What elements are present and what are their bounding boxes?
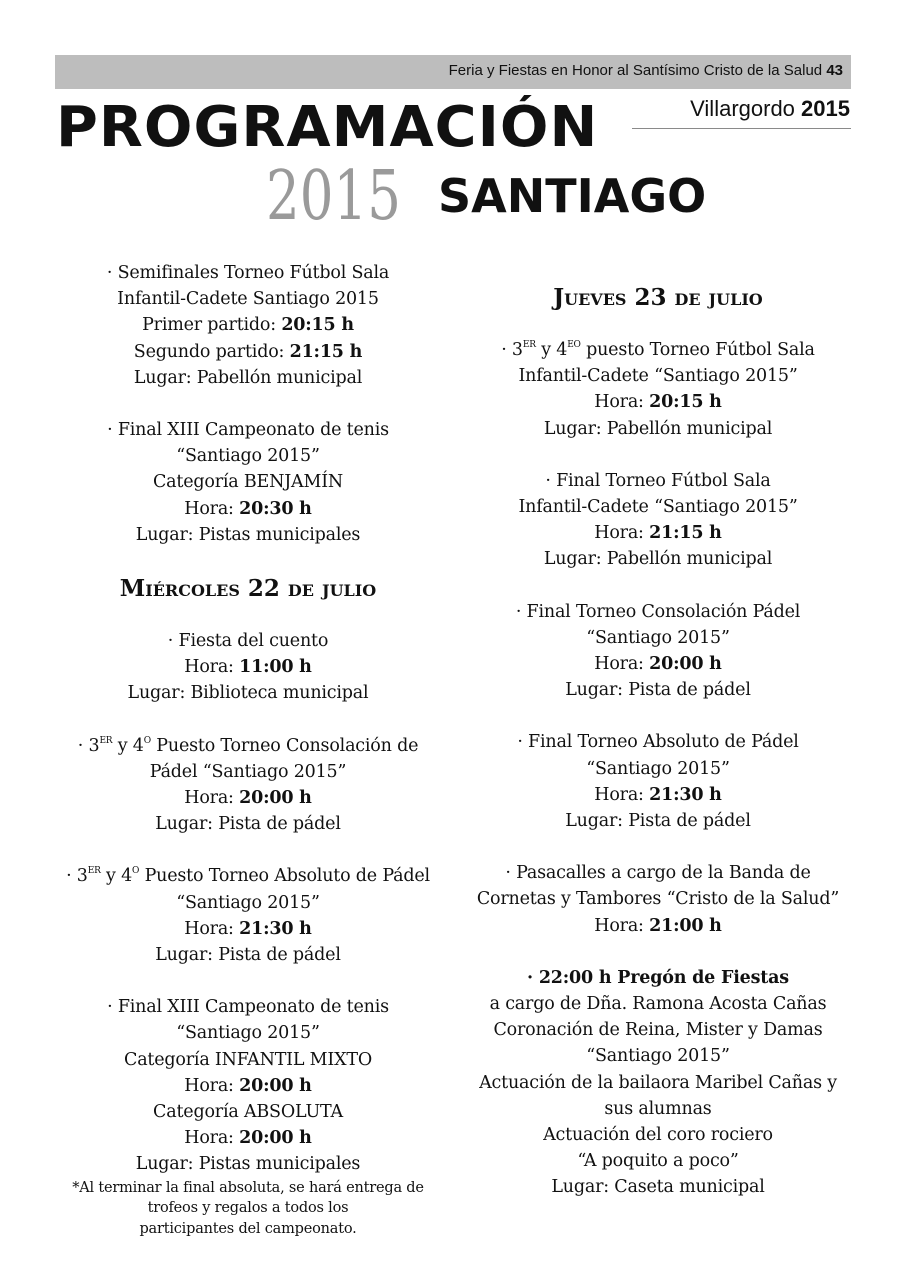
event-item bbox=[462, 599, 854, 704]
event-subtitle: Pádel “Santiago 2015” bbox=[149, 761, 347, 782]
event-place: Lugar: Pabellón municipal bbox=[133, 367, 363, 388]
event-item bbox=[462, 337, 854, 442]
event-time bbox=[52, 785, 444, 811]
event-time bbox=[462, 389, 854, 415]
event-title: · Semifinales Torneo Fútbol Sala bbox=[106, 263, 390, 283]
time-label: Primer partido: bbox=[142, 315, 282, 336]
event-time bbox=[52, 496, 444, 522]
event-detail: sus alumnas bbox=[604, 1098, 712, 1119]
title-part: Puesto Torneo Absoluto de Pádel bbox=[139, 866, 430, 887]
event-title bbox=[52, 863, 444, 889]
ordinal-superscript: ER bbox=[87, 866, 101, 877]
footnote-line: *Al terminar la final absoluta, se hará entrega de bbox=[72, 1179, 424, 1196]
event-subtitle: “Santiago 2015” bbox=[586, 758, 730, 779]
event-time bbox=[52, 312, 444, 338]
event-time bbox=[462, 782, 854, 808]
footnote-line: trofeos y regalos a todos los bbox=[147, 1200, 349, 1217]
event-time bbox=[52, 1125, 444, 1151]
event-place: Lugar: Pistas municipales bbox=[135, 1154, 361, 1175]
event-place: Lugar: Pista de pádel bbox=[155, 945, 341, 966]
event-item bbox=[52, 417, 444, 548]
header-bar bbox=[55, 55, 851, 89]
ordinal-superscript: O bbox=[132, 866, 140, 877]
event-title: · Final Torneo Fútbol Sala bbox=[545, 470, 771, 491]
title-part: y 4 bbox=[100, 866, 133, 887]
time-label: Hora: bbox=[184, 1075, 240, 1096]
page-title: PROGRAMACIÓN bbox=[56, 95, 599, 160]
event-time bbox=[462, 520, 854, 546]
title-part: Puesto Torneo Consolación de bbox=[150, 735, 419, 756]
event-item bbox=[462, 965, 854, 1201]
time-label: Hora: bbox=[594, 784, 650, 805]
event-subtitle: “Santiago 2015” bbox=[176, 892, 320, 913]
time-value: 21:00 h bbox=[649, 915, 722, 936]
event-category: Categoría ABSOLUTA bbox=[153, 1102, 343, 1123]
footnote-line: participantes del campeonato. bbox=[139, 1220, 357, 1237]
event-item bbox=[52, 260, 444, 391]
event-place: Lugar: Pista de pádel bbox=[565, 811, 751, 832]
time-value: 20:15 h bbox=[281, 315, 354, 336]
event-place: Lugar: Biblioteca municipal bbox=[127, 683, 369, 704]
time-label: Hora: bbox=[184, 657, 240, 678]
event-title: · Final XIII Campeonato de tenis bbox=[107, 420, 389, 441]
event-place: Lugar: Caseta municipal bbox=[551, 1177, 765, 1198]
event-subtitle: Infantil-Cadete “Santiago 2015” bbox=[518, 497, 798, 518]
time-value: 20:00 h bbox=[239, 788, 312, 809]
title-part: puesto Torneo Fútbol Sala bbox=[580, 340, 815, 360]
event-item bbox=[462, 729, 854, 834]
event-subtitle: “Santiago 2015” bbox=[176, 446, 320, 467]
time-label: Hora: bbox=[184, 498, 240, 519]
time-value: 20:15 h bbox=[649, 392, 722, 413]
title-year: 2015 bbox=[266, 157, 401, 236]
event-title: · Final XIII Campeonato de tenis bbox=[107, 997, 389, 1018]
left-column bbox=[52, 260, 444, 1239]
event-item bbox=[52, 863, 444, 968]
event-title: · Fiesta del cuento bbox=[167, 631, 329, 652]
footnote bbox=[52, 1178, 444, 1240]
event-subtitle: Infantil-Cadete Santiago 2015 bbox=[117, 289, 379, 310]
day-heading: Jueves 23 de julio bbox=[553, 284, 763, 311]
event-title: · Final Torneo Absoluto de Pádel bbox=[517, 732, 799, 753]
event-subtitle: Infantil-Cadete “Santiago 2015” bbox=[518, 366, 798, 387]
time-value: 21:15 h bbox=[649, 523, 722, 544]
event-place: Lugar: Pista de pádel bbox=[155, 814, 341, 835]
time-label: Hora: bbox=[594, 523, 650, 544]
page-subtitle: SANTIAGO bbox=[438, 169, 707, 223]
time-value: 11:00 h bbox=[239, 657, 312, 678]
title-part: · 3 bbox=[77, 735, 100, 756]
event-time bbox=[52, 1073, 444, 1099]
event-detail: Actuación de la bailaora Maribel Cañas y bbox=[479, 1072, 837, 1093]
event-category: Categoría BENJAMÍN bbox=[152, 472, 344, 493]
time-label: Hora: bbox=[184, 788, 240, 809]
time-value: 20:00 h bbox=[239, 1128, 312, 1149]
title-part: · 3 bbox=[66, 866, 88, 887]
right-column bbox=[462, 283, 854, 1201]
time-label: Hora: bbox=[594, 915, 650, 936]
event-time bbox=[52, 916, 444, 942]
title-part: y 4 bbox=[535, 340, 568, 360]
event-title: · Final Torneo Consolación Pádel bbox=[515, 601, 801, 622]
ordinal-superscript: O bbox=[143, 735, 151, 746]
event-detail: Coronación de Reina, Mister y Damas bbox=[493, 1020, 823, 1041]
title-part: y 4 bbox=[112, 735, 144, 756]
time-label: Hora: bbox=[184, 1128, 240, 1149]
time-value: 20:00 h bbox=[239, 1075, 312, 1096]
event-time bbox=[462, 913, 854, 939]
event-category: Categoría INFANTIL MIXTO bbox=[124, 1049, 372, 1070]
town-name: Villargordo bbox=[690, 96, 795, 121]
event-detail: a cargo de Dña. Ramona Acosta Cañas bbox=[489, 994, 827, 1015]
time-value: 20:30 h bbox=[239, 498, 312, 519]
event-title: · Pasacalles a cargo de la Banda de bbox=[505, 863, 811, 884]
event-time bbox=[52, 339, 444, 365]
event-subtitle: “Santiago 2015” bbox=[586, 627, 730, 648]
event-place: Lugar: Pistas municipales bbox=[135, 524, 361, 545]
event-place: Lugar: Pabellón municipal bbox=[543, 549, 773, 570]
event-title bbox=[462, 337, 854, 363]
event-item bbox=[52, 994, 444, 1239]
time-value: 21:15 h bbox=[289, 341, 363, 362]
event-time bbox=[52, 654, 444, 680]
day-heading: Miércoles 22 de julio bbox=[119, 575, 377, 603]
divider bbox=[632, 128, 851, 129]
town-year bbox=[690, 96, 850, 122]
event-title bbox=[52, 733, 444, 759]
page-number: 43 bbox=[826, 62, 843, 79]
town-year-number: 2015 bbox=[801, 96, 850, 121]
time-value: 20:00 h bbox=[649, 654, 722, 675]
time-label: Segundo partido: bbox=[133, 341, 290, 362]
event-time bbox=[462, 651, 854, 677]
event-item bbox=[52, 733, 444, 838]
time-value: 21:30 h bbox=[649, 784, 722, 805]
title-part: · 3 bbox=[501, 340, 523, 360]
event-title: · 22:00 h Pregón de Fiestas bbox=[527, 967, 789, 988]
running-title bbox=[449, 62, 843, 79]
event-place: Lugar: Pista de pádel bbox=[565, 680, 751, 701]
publication-title: Feria y Fiestas en Honor al Santísimo Cristo de la Salud bbox=[448, 62, 823, 79]
ordinal-superscript: EO bbox=[567, 340, 581, 350]
time-label: Hora: bbox=[184, 918, 240, 939]
event-place: Lugar: Pabellón municipal bbox=[543, 418, 773, 439]
event-detail: “Santiago 2015” bbox=[586, 1046, 730, 1067]
event-subtitle: “Santiago 2015” bbox=[176, 1023, 320, 1044]
ordinal-superscript: ER bbox=[99, 735, 113, 746]
time-value: 21:30 h bbox=[239, 918, 312, 939]
event-item bbox=[462, 860, 854, 939]
event-detail: “A poquito a poco” bbox=[577, 1151, 739, 1172]
event-item bbox=[52, 628, 444, 707]
event-detail: Actuación del coro rociero bbox=[543, 1125, 773, 1146]
time-label: Hora: bbox=[594, 392, 650, 413]
event-item bbox=[462, 468, 854, 573]
ordinal-superscript: ER bbox=[522, 340, 536, 350]
event-subtitle: Cornetas y Tambores “Cristo de la Salud” bbox=[476, 889, 840, 910]
time-label: Hora: bbox=[594, 654, 650, 675]
